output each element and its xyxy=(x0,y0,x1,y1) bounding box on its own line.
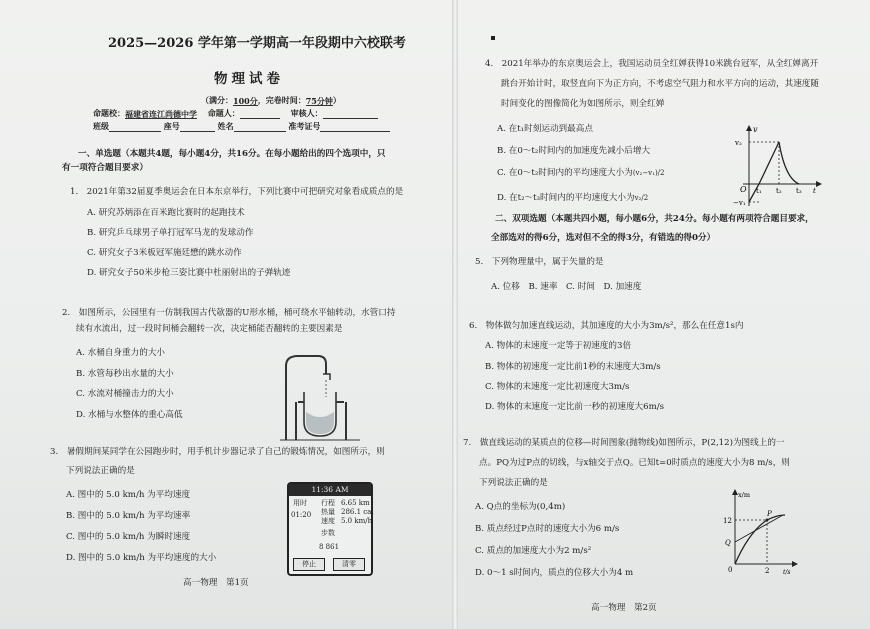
q7-option-c: C. 质点的加速度大小为2 m/s² xyxy=(475,546,592,556)
q4-option-b: B. 在0～t₂时间内的加速度先减小后增大 xyxy=(497,146,651,156)
vt-y-label: v xyxy=(753,125,758,134)
pedometer-speed-label: 速度 xyxy=(321,517,335,525)
q7-option-d: D. 0～1 s时间内，质点的位移大小为4 m xyxy=(475,568,634,578)
u-bucket-figure xyxy=(274,352,364,442)
field-name: 姓名 xyxy=(217,121,234,131)
section1-heading-cont: 有一项符合题目要求） xyxy=(62,163,148,173)
pedometer-screen xyxy=(287,482,373,576)
pedometer-cal-value: 286.1 cal xyxy=(341,508,374,516)
xt-x-label: t/s xyxy=(783,569,791,576)
q4-stem-line1: 4. 2021年举办的东京奥运会上，我国运动员全红婵获得10米跳台冠军，从全红婵离开 xyxy=(485,59,819,69)
vt-t-label: t xyxy=(813,187,816,195)
q2-stem-line1: 2. 如图所示，公园里有一仿制我国古代欹器的U形水桶，桶可绕水平轴转动，水管口持 xyxy=(62,308,396,318)
vt-v2-label: v₂ xyxy=(735,139,742,147)
q3-option-b: B. 图中的 5.0 km/h 为平均速率 xyxy=(66,511,191,521)
q3-stem-line1: 3. 暑假期间某同学在公园跑步时，用手机计步器记录了自己的锻炼情况，如图所示，则 xyxy=(50,447,385,457)
pedometer-dist-value: 6.65 km xyxy=(341,499,370,507)
q1-stem: 1. 2021年第32届夏季奥运会在日本东京举行，下列比赛中可把研究对象看成质点的是 xyxy=(70,187,404,197)
page2-footer: 高一物理 第2页 xyxy=(591,603,657,613)
q2-option-d: D. 水桶与水整体的重心高低 xyxy=(76,410,183,420)
field-class: 班级 xyxy=(93,121,109,131)
stop-button[interactable]: 停止 xyxy=(293,558,325,571)
q1-option-a: A. 研究苏炳添在百米跑比赛时的起跑技术 xyxy=(87,208,245,218)
pedometer-clock: 11:36 AM xyxy=(289,484,371,496)
q7-stem-line3: 下列说法正确的是 xyxy=(479,478,548,488)
q2-option-c: C. 水流对桶撞击力的大小 xyxy=(76,389,174,399)
q1-option-c: C. 研究女子3米板冠军施廷懋的跳水动作 xyxy=(87,248,242,258)
q2-stem-line2: 续有水流出，过一段时间桶会翻转一次，决定桶能否翻转的主要因素是 xyxy=(76,324,343,334)
q5-stem: 5. 下列物理量中，属于矢量的是 xyxy=(475,257,604,267)
vt-graph xyxy=(733,122,823,212)
q6-option-d: D. 物体的末速度一定比前一秒的初速度大6m/s xyxy=(485,402,665,412)
q4-option-c: C. 在0～t₂时间内的平均速度大小为(v₂−v₁)/2 xyxy=(497,168,665,178)
section2-heading-cont: 全部选对的得6分，选对但不全的得3分，有错选的得0分） xyxy=(491,233,716,243)
vt-origin-label: O xyxy=(740,185,747,194)
page-2 xyxy=(455,0,870,629)
section1-heading: 一、单选题（本题共4题，每小题4分，共16分。在每小题给出的四个选项中，只 xyxy=(78,149,386,159)
pedometer-speed-value: 5.0 km/h xyxy=(341,517,373,525)
pedometer-steps-label: 步数 xyxy=(321,529,335,537)
q6-option-b: B. 物体的初速度一定比前1秒的末速度大3m/s xyxy=(485,362,661,372)
subject-title: 物理试卷 xyxy=(214,71,284,87)
q7-option-a: A. Q点的坐标为(0,4m) xyxy=(475,502,566,512)
q4-stem-line2: 跳台开始计时，取竖直向下为正方向，不考虑空气阻力和水平方向的运动，其速度随 xyxy=(501,79,819,89)
q3-option-d: D. 图中的 5.0 km/h 为平均速度的大小 xyxy=(66,553,217,563)
field-exam-no: 准考证号 xyxy=(288,121,321,131)
section2-heading: 二、双项选题（本题共四小题，每小题6分，共24分。每小题有两项符合题目要求， xyxy=(495,214,814,224)
xt-x2-label: 2 xyxy=(765,567,770,575)
q1-option-d: D. 研究女子50米步枪三姿比赛中杜丽射出的子弹轨迹 xyxy=(87,268,291,278)
q6-option-c: C. 物体的末速度一定比初速度大3m/s xyxy=(485,382,630,392)
author-line: 命题校：福建省连江尚德中学 命题人： 审核人： xyxy=(93,108,378,119)
xt-y-label: x/m xyxy=(738,491,751,499)
q5-options: A. 位移 B. 速率 C. 时间 D. 加速度 xyxy=(491,282,642,292)
q3-option-c: C. 图中的 5.0 km/h 为瞬时速度 xyxy=(66,532,191,542)
xt-q-label: Q xyxy=(725,539,731,547)
xt-graph xyxy=(721,488,799,576)
q6-stem: 6. 物体做匀加速直线运动，其加速度的大小为3m/s²，那么在任意1s内 xyxy=(469,321,744,331)
exam-meta: （满分：100分，完卷时间：75分钟） xyxy=(201,95,341,106)
pedometer-time-value: 01:20 xyxy=(291,511,312,519)
field-seat: 座号 xyxy=(163,121,180,131)
student-fields xyxy=(93,121,390,132)
q4-option-d: D. 在t₂～t₃时间内的平均速度大小为v₂/2 xyxy=(497,193,649,203)
xt-origin-label: 0 xyxy=(728,566,733,574)
q2-option-a: A. 水桶自身重力的大小 xyxy=(76,348,166,358)
exam-header-title: 2025—2026 学年第一学期高一年段期中六校联考 xyxy=(108,36,406,51)
xt-p-label: P xyxy=(767,510,772,518)
pedometer-time-label: 用时 xyxy=(293,499,307,507)
q2-option-b: B. 水管每秒出水量的大小 xyxy=(76,369,174,379)
q4-option-a: A. 在t₁时刻运动到最高点 xyxy=(497,124,593,134)
clear-button[interactable]: 清零 xyxy=(333,558,365,571)
q1-option-b: B. 研究乒乓球男子单打冠军马龙的发球动作 xyxy=(87,228,254,238)
q7-stem-line2: 点。PQ为过P点的切线，与x轴交于点Q。已知t=0时质点的速度大小为8 m/s，则 xyxy=(479,458,790,468)
pedometer-cal-label: 热量 xyxy=(321,508,335,516)
vt-v1-label: −v₁ xyxy=(733,199,746,207)
vt-t2-label: t₂ xyxy=(776,187,782,195)
vt-t3-label: t₃ xyxy=(796,187,802,195)
q6-option-a: A. 物体的末速度一定等于初速度的3倍 xyxy=(485,341,632,351)
page1-footer: 高一物理 第1页 xyxy=(183,578,249,588)
vt-t1-label: t₁ xyxy=(756,187,762,195)
q7-option-b: B. 质点经过P点时的速度大小为6 m/s xyxy=(475,524,620,534)
xt-y12-label: 12 xyxy=(723,517,732,525)
pedometer-dist-label: 行程 xyxy=(321,499,335,507)
q3-option-a: A. 图中的 5.0 km/h 为平均速度 xyxy=(66,490,191,500)
q4-stem-line3: 时间变化的图像简化为如图所示，则全红婵 xyxy=(501,99,665,109)
q7-stem-line1: 7. 做直线运动的某质点的位移—时间图象(抛物线)如图所示，P(2,12)为图线上的一 xyxy=(463,438,785,448)
q3-stem-line2: 下列说法正确的是 xyxy=(66,466,135,476)
pedometer-steps-value: 8 861 xyxy=(319,543,340,551)
